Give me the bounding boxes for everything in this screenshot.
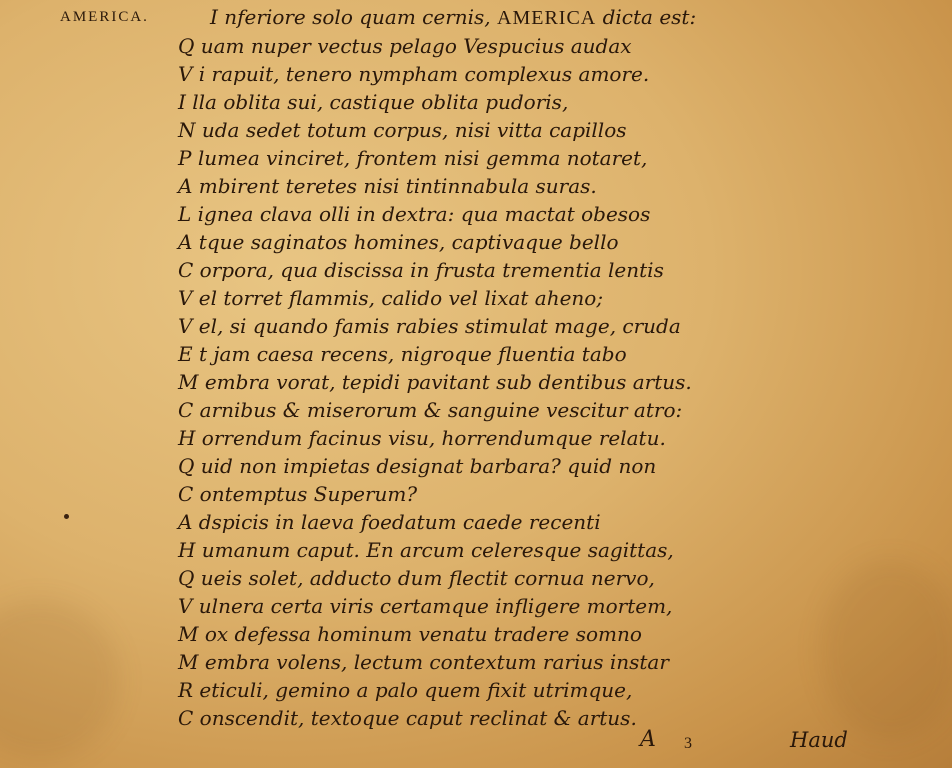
paper-stain [0, 600, 120, 760]
verse-line: H umanum caput. En arcum celeresque sagittas, [178, 538, 674, 562]
verse-line: M ox defessa hominum venatu tradere somno [178, 622, 642, 646]
verse-line: C orpora, qua discissa in frusta trementia lentis [178, 258, 664, 282]
verse-line: V el, si quando famis rabies stimulat mage, cruda [178, 314, 681, 338]
verse-line: A mbirent teretes nisi tintinnabula suras. [178, 174, 597, 198]
verse-line: L ignea clava olli in dextra: qua mactat obesos [178, 202, 651, 226]
verse-line: M embra vorat, tepidi pavitant sub dentibus artus. [178, 370, 692, 394]
verse-line: M embra volens, lectum contextum rarius instar [178, 650, 669, 674]
verse-line: C onscendit, textoque caput reclinat & artus. [178, 706, 637, 730]
verse-line: Q uid non impietas designat barbara? quid non [178, 454, 657, 478]
verse-line: V i rapuit, tenero nympham complexus amore. [178, 62, 650, 86]
verse-line: Q ueis solet, adducto dum flectit cornua nervo, [178, 566, 655, 590]
verse-line: N uda sedet totum corpus, nisi vitta capillos [178, 118, 627, 142]
verse-line: R eticuli, gemino a palo quem fixit utrimque, [178, 678, 633, 702]
signature-mark: A [640, 727, 656, 752]
verse-line: E t jam caesa recens, nigroque fluentia tabo [178, 342, 627, 366]
paper-stain [820, 560, 952, 740]
verse-line: A tque saginatos homines, captivaque bello [178, 230, 619, 254]
verse-line: V ulnera certa viris certamque infligere mortem, [178, 594, 673, 618]
verse-line: C ontemptus Superum? [178, 482, 418, 506]
verse-line: I lla oblita sui, castique oblita pudoris, [178, 90, 569, 114]
catchword: Haud [790, 728, 848, 752]
margin-label: AMERICA. [60, 9, 149, 25]
title-start: I nferiore solo quam cernis, [210, 5, 491, 29]
verse-line: A dspicis in laeva foedatum caede recenti [178, 510, 601, 534]
verse-line: Q uam nuper vectus pelago Vespucius audax [178, 34, 632, 58]
ink-speck [64, 514, 69, 519]
verse-line: V el torret flammis, calido vel lixat aheno; [178, 286, 604, 310]
signature-number: 3 [684, 735, 692, 752]
title-caps: AMERICA [497, 7, 597, 29]
verse-line: H orrendum facinus visu, horrendumque relatu. [178, 426, 666, 450]
title-line [210, 3, 696, 32]
title-end: dicta est: [602, 5, 697, 29]
verse-line: P lumea vinciret, frontem nisi gemma notaret, [178, 146, 648, 170]
verse-line: C arnibus & miserorum & sanguine vescitur atro: [178, 398, 683, 422]
